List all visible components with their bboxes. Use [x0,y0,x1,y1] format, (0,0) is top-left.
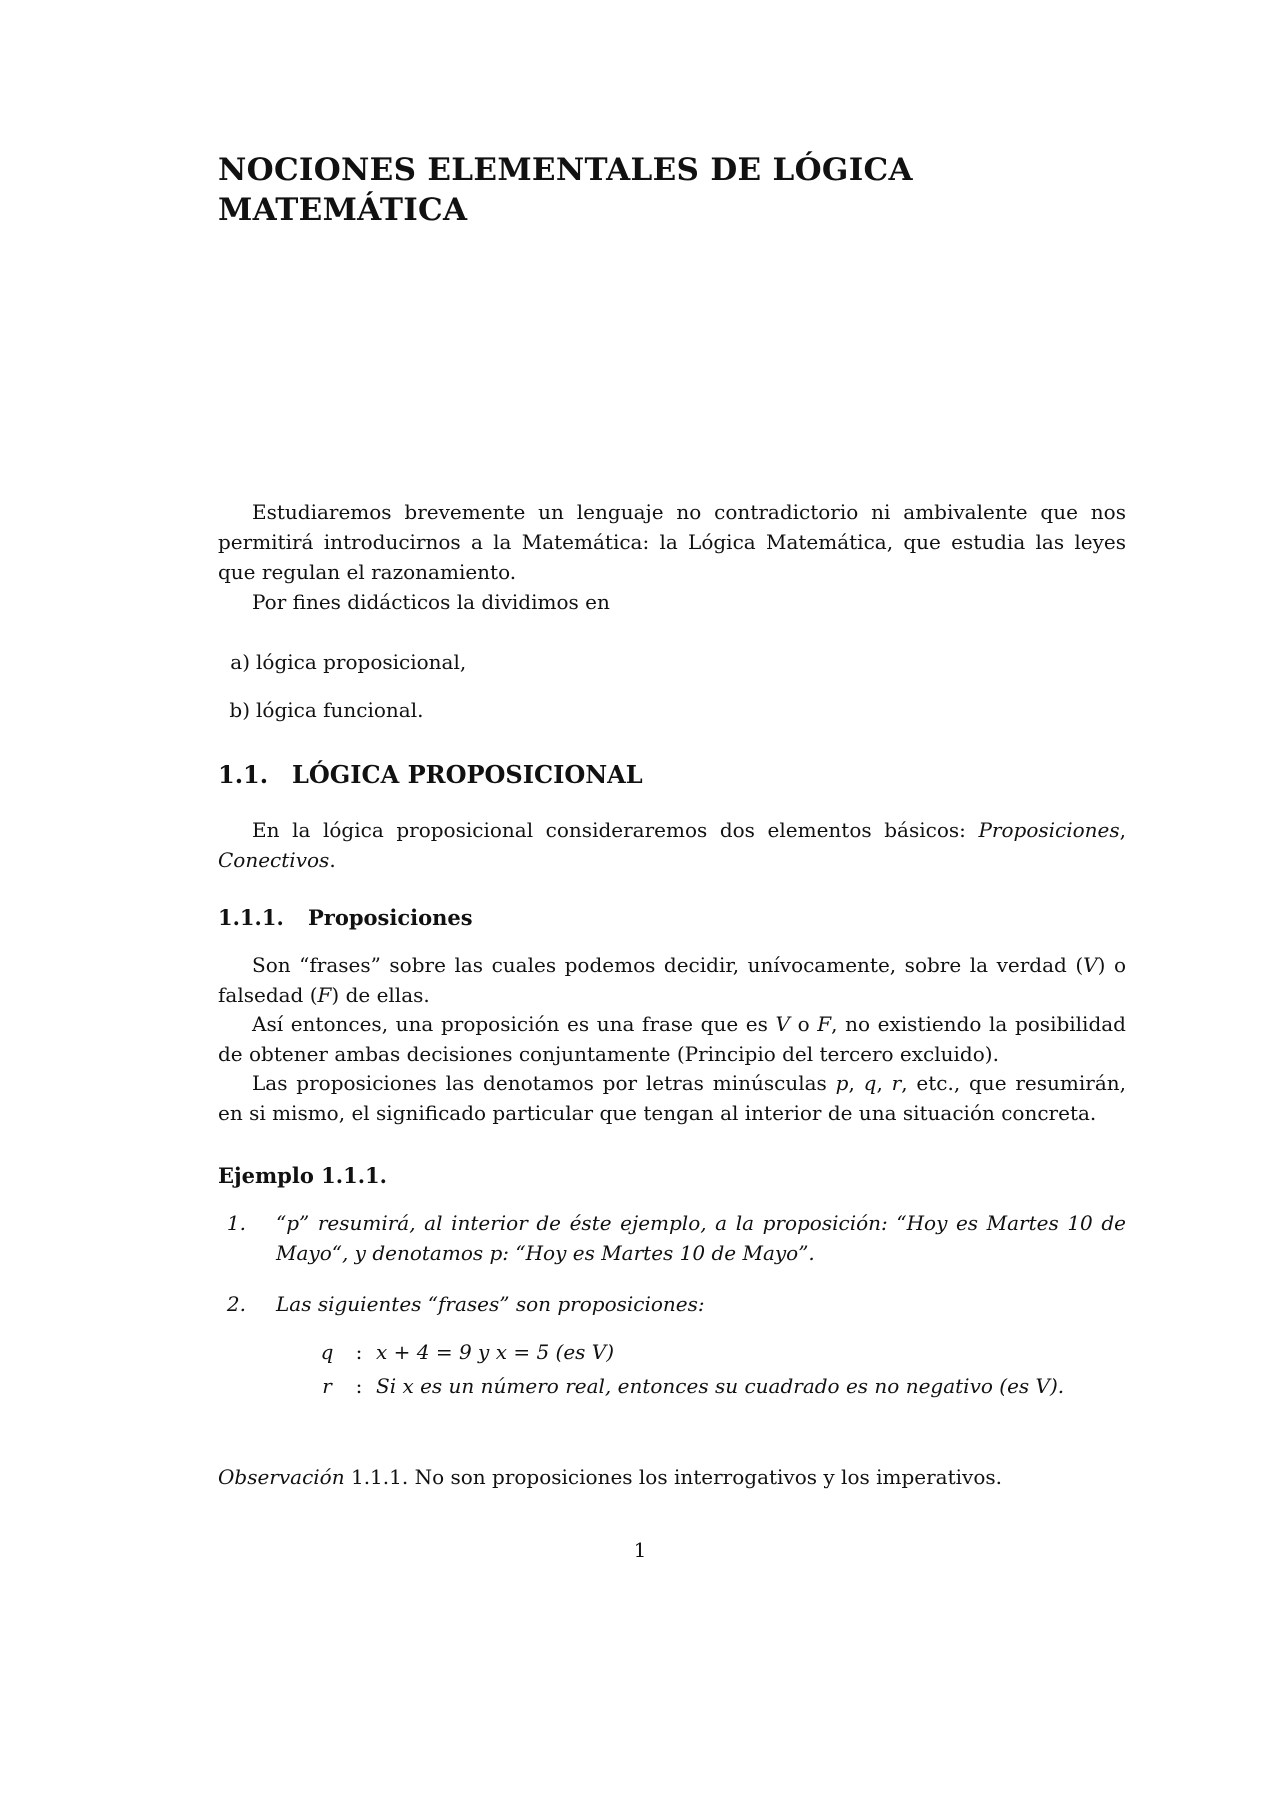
section-italic-term: Proposiciones [978,818,1120,842]
paragraph-text: , [848,1071,864,1095]
list-item-text: lógica proposicional, [256,650,467,674]
symbol-r: r [891,1071,902,1095]
section-paragraph [218,815,1126,875]
paragraph-text: Las proposiciones las denotamos por letras minúsculas [252,1071,836,1095]
paragraph-text: , no existiendo la posibilidad de obtener ambas decisiones conjuntamente (Principio del tercero excluido). [218,1012,1126,1066]
formula-row [312,1374,1064,1398]
intro-paragraph-2: Por fines didácticos la dividimos en [252,590,610,614]
example-item-2 [218,1289,1126,1319]
document-title [218,150,1126,230]
intro-paragraph-1: Estudiaremos brevemente un lenguaje no contradictorio ni ambivalente que nos permitirá introducirnos a la Matemática: la Lógica Matemática, que estudia las leyes que regulan el razonamiento. [218,500,1126,584]
observation-number: 1.1.1. [344,1465,409,1489]
list-item-text: lógica funcional. [256,698,424,722]
list-item-label: a) [230,650,250,674]
symbol-f: F [317,983,332,1007]
section-number: 1.1. [218,760,269,789]
title-line-1: NOCIONES ELEMENTALES DE LÓGICA [218,152,913,188]
symbol-f: F [817,1012,832,1036]
formula-colon: : [355,1374,363,1398]
section-text-end: . [329,848,336,872]
proposiciones-paragraph-2 [218,1009,1126,1069]
formula-colon: : [355,1340,363,1364]
observation-text: No son proposiciones los interrogativos y los imperativos. [408,1465,1002,1489]
paragraph-text: Son “frases” sobre las cuales podemos decidir, unívocamente, sobre la verdad ( [252,953,1084,977]
formula-row [312,1340,614,1364]
title-line-2: MATEMÁTICA [218,192,468,228]
section-heading [218,760,1126,789]
example-item-text: Las siguientes “frases” son proposiciones: [276,1292,705,1316]
proposiciones-paragraph-1 [218,950,1126,1010]
paragraph-text: , [876,1071,892,1095]
section-title: LÓGICA PROPOSICIONAL [292,760,643,789]
section-italic-term-2: Conectivos [218,848,330,872]
symbol-v: V [1083,953,1098,977]
list-item-label: b) [229,698,250,722]
list-item [218,647,1126,677]
subsection-heading [218,905,1126,930]
observation-label: Observación [218,1465,345,1489]
subsection-number: 1.1.1. [218,905,284,930]
example-item-1 [218,1208,1126,1268]
symbol-p: p [835,1071,849,1095]
observation [218,1462,1126,1492]
paragraph-text: Así entonces, una proposición es una frase que es [252,1012,776,1036]
symbol-v: V [775,1012,790,1036]
paragraph-text: , etc., que resumirán, en si mismo, el significado particular que tengan al interior de una situación concreta. [218,1071,1126,1125]
section-text-sep: , [1119,818,1126,842]
subsection-title: Proposiciones [308,905,473,930]
formula-expr: Si x es un número real, entonces su cuadrado es no negativo (es V). [376,1374,1065,1398]
section-text: En la lógica proposicional consideraremos dos elementos básicos: [252,818,979,842]
example-heading: Ejemplo 1.1.1. [218,1163,387,1188]
example-item-text: “p” resumirá, al interior de éste ejemplo, a la proposición: “Hoy es Martes 10 de Mayo“, y denotamos p: “Hoy es Martes 10 de Mayo”. [276,1211,1126,1265]
paragraph-text: o [789,1012,818,1036]
proposiciones-paragraph-3 [218,1068,1126,1128]
paragraph-text: ) de ellas. [331,983,430,1007]
formula-expr: x + 4 = 9 y x = 5 (es V) [376,1340,615,1364]
list-item [218,695,1126,725]
page-number: 1 [633,1538,647,1562]
formula-var: q [320,1340,334,1364]
example-item-number: 1. [226,1211,246,1235]
paragraph-text: ) o falsedad ( [218,953,1127,1007]
symbol-q: q [863,1071,877,1095]
example-item-number: 2. [226,1292,246,1316]
formula-var: r [322,1374,332,1398]
